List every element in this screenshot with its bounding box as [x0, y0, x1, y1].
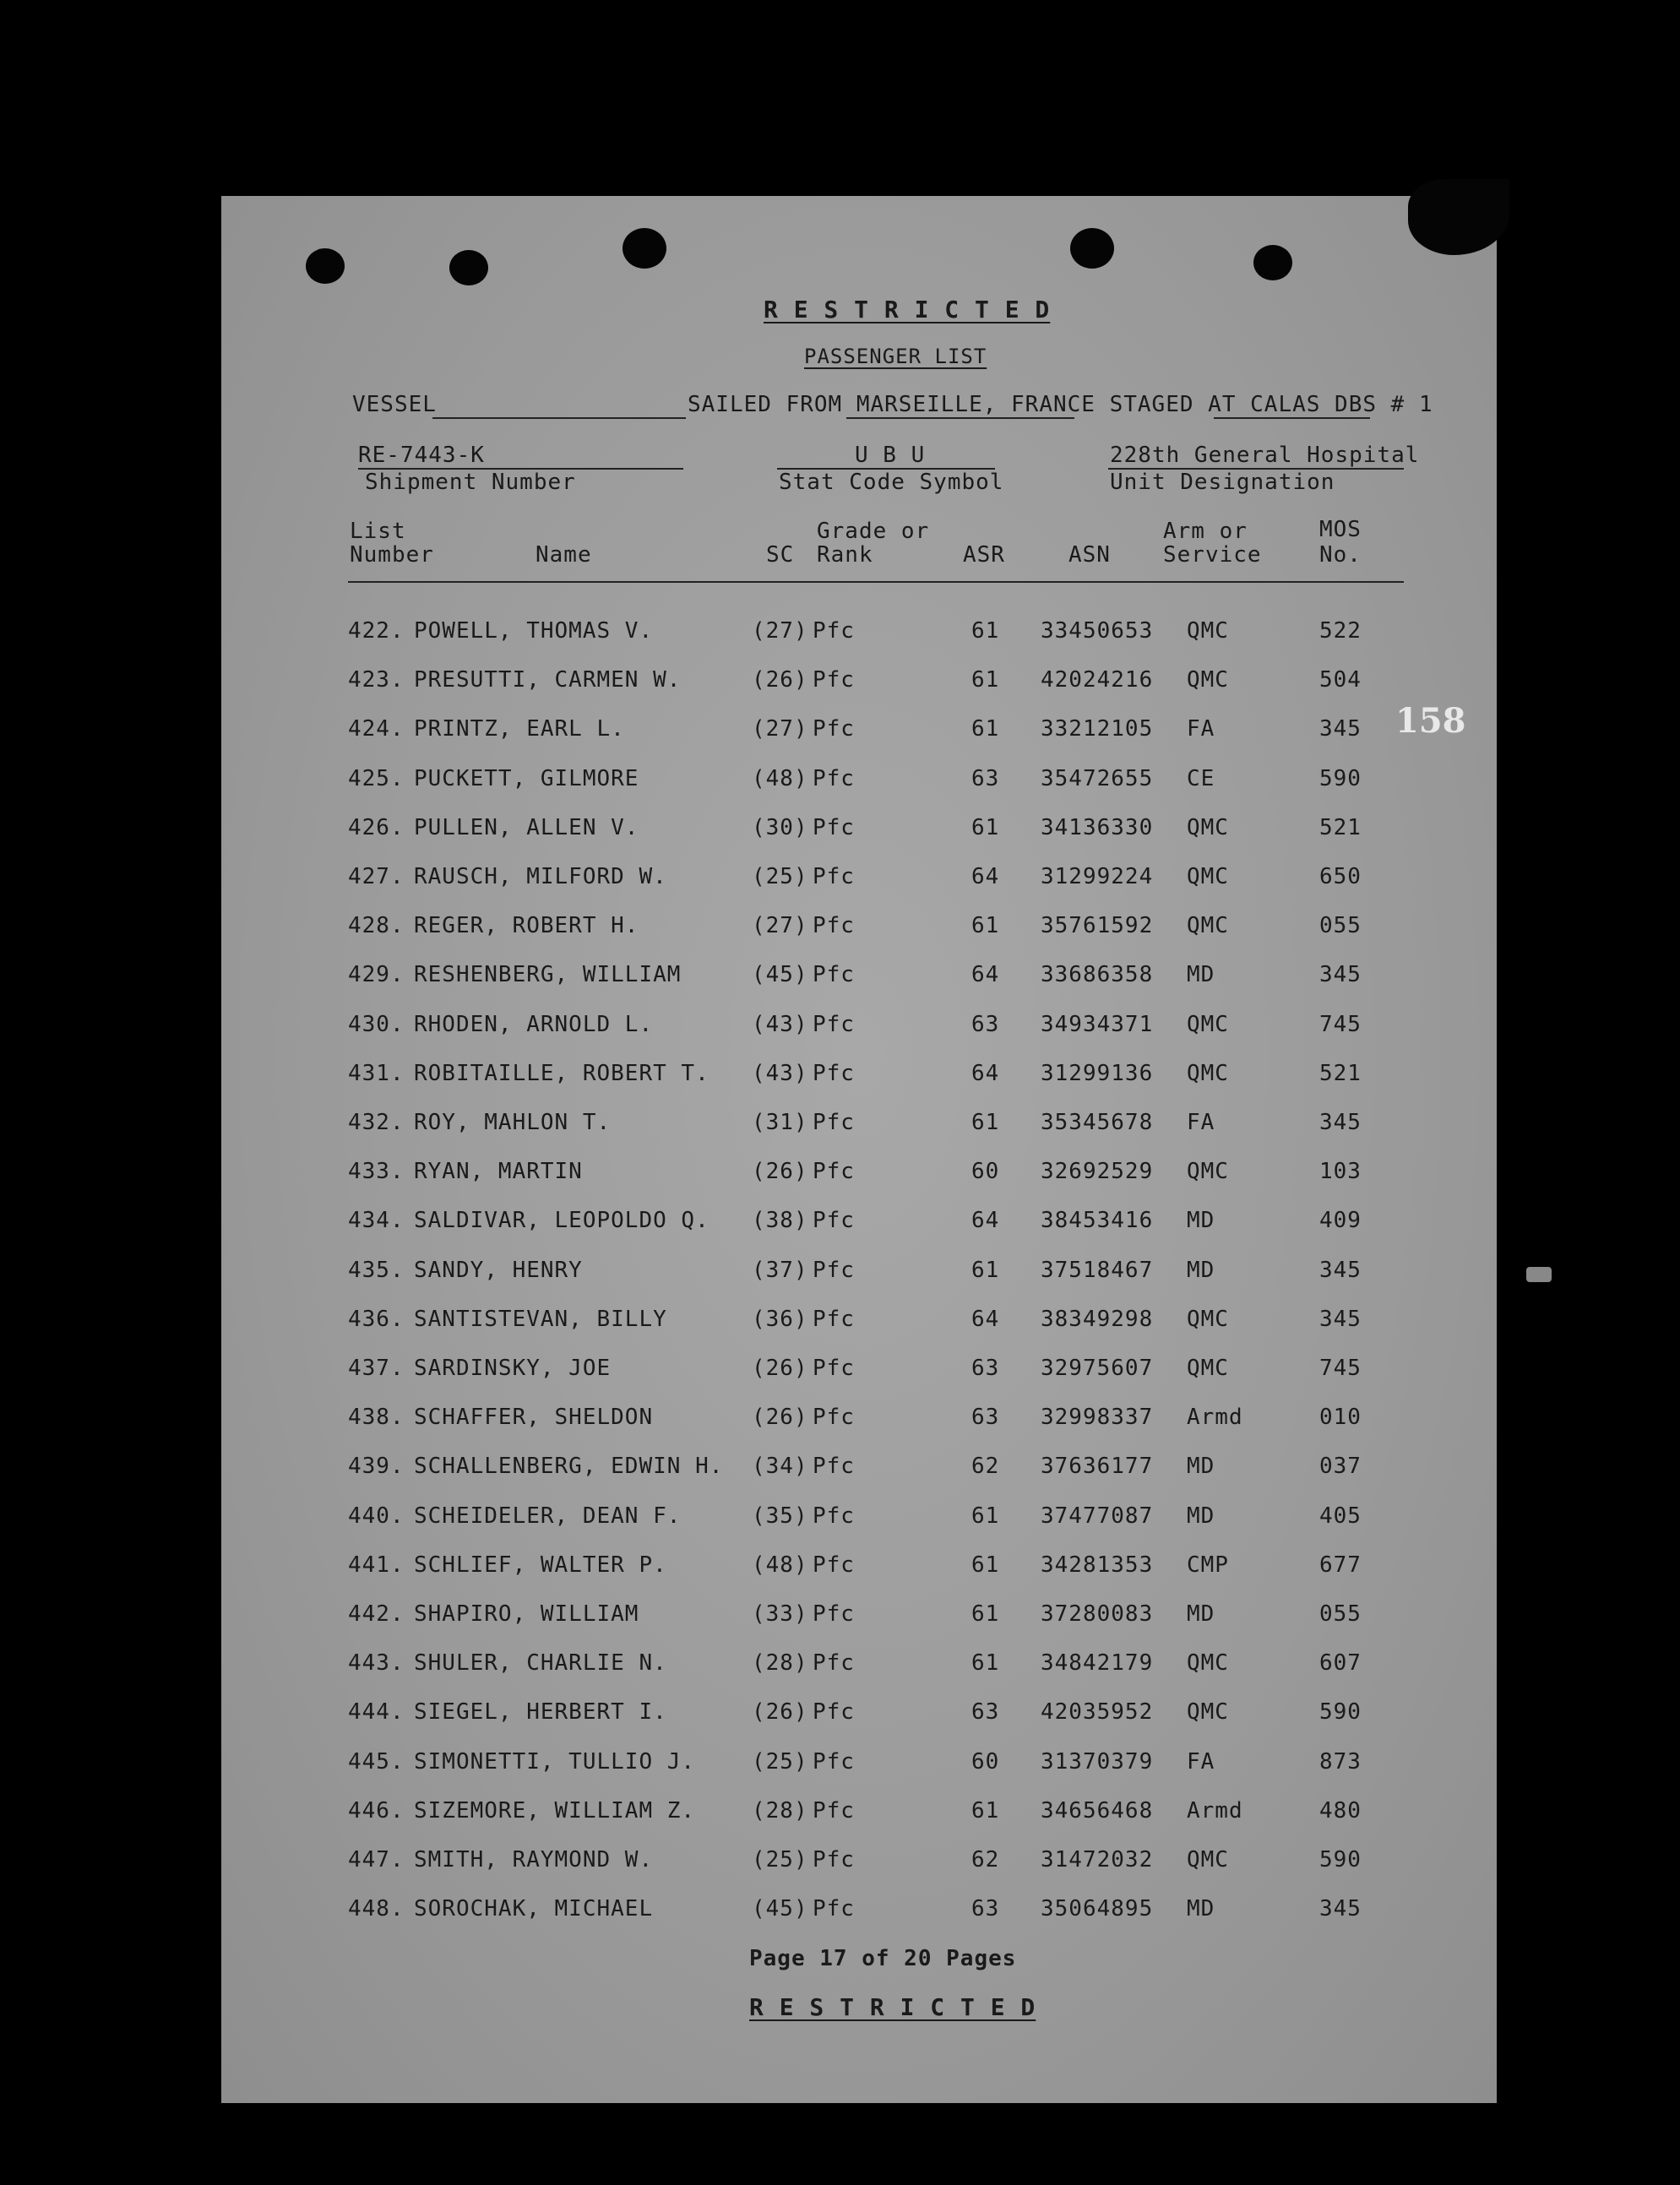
- col-arm-2: Service: [1163, 542, 1262, 568]
- cell-name: SHAPIRO, WILLIAM: [414, 1601, 639, 1627]
- cell-rank: Pfc: [813, 962, 855, 988]
- sailed-underline: [846, 417, 1074, 419]
- side-stamp: 158: [1395, 701, 1466, 741]
- cell-asn: 35761592: [1041, 913, 1154, 939]
- col-mos: MOS: [1319, 517, 1362, 542]
- page-title: PASSENGER LIST: [804, 345, 987, 368]
- cell-asn: 37280083: [1041, 1601, 1154, 1627]
- cell-arm: MD: [1187, 1503, 1215, 1529]
- cell-num: 431.: [348, 1060, 405, 1086]
- cell-rank: Pfc: [813, 1011, 855, 1037]
- cell-mos: 590: [1319, 1699, 1362, 1726]
- cell-asn: 34656468: [1041, 1797, 1154, 1824]
- cell-asr: 61: [971, 1503, 1000, 1529]
- cell-sc: (26): [752, 667, 808, 693]
- cell-arm: QMC: [1187, 1159, 1229, 1185]
- cell-asn: 42024216: [1041, 667, 1154, 693]
- cell-asr: 61: [971, 667, 1000, 693]
- cell-asn: 34136330: [1041, 814, 1154, 840]
- cell-sc: (25): [752, 864, 808, 889]
- cell-rank: Pfc: [813, 1797, 855, 1824]
- cell-mos: 745: [1319, 1356, 1362, 1381]
- cell-num: 441.: [348, 1552, 405, 1578]
- cell-sc: (26): [752, 1159, 808, 1185]
- punch-hole: [623, 228, 666, 269]
- cell-name: SOROCHAK, MICHAEL: [414, 1896, 654, 1922]
- cell-asr: 61: [971, 1601, 1000, 1627]
- cell-mos: 590: [1319, 765, 1362, 791]
- cell-name: SIEGEL, HERBERT I.: [414, 1699, 667, 1726]
- cell-name: RHODEN, ARNOLD L.: [414, 1011, 654, 1037]
- cell-mos: 650: [1319, 864, 1362, 889]
- cell-asr: 64: [971, 1306, 1000, 1332]
- cell-arm: MD: [1187, 1601, 1215, 1627]
- cell-name: SMITH, RAYMOND W.: [414, 1847, 654, 1872]
- cell-asr: 61: [971, 618, 1000, 644]
- cell-arm: QMC: [1187, 1060, 1229, 1086]
- cell-mos: 677: [1319, 1552, 1362, 1578]
- punch-hole: [449, 250, 488, 285]
- cell-name: ROY, MAHLON T.: [414, 1110, 612, 1135]
- cell-mos: 010: [1319, 1405, 1362, 1431]
- cell-name: PUCKETT, GILMORE: [414, 765, 639, 791]
- cell-name: SCHEIDELER, DEAN F.: [414, 1503, 682, 1529]
- cell-asr: 60: [971, 1748, 1000, 1775]
- stat-code-label: Stat Code Symbol: [779, 470, 1004, 495]
- cell-asn: 33450653: [1041, 618, 1154, 644]
- cell-arm: MD: [1187, 962, 1215, 988]
- cell-sc: (25): [752, 1748, 808, 1775]
- cell-asr: 61: [971, 716, 1000, 742]
- cell-sc: (48): [752, 765, 808, 791]
- cell-rank: Pfc: [813, 1896, 855, 1922]
- cell-rank: Pfc: [813, 1847, 855, 1872]
- cell-mos: 345: [1319, 1896, 1362, 1922]
- cell-asr: 61: [971, 814, 1000, 840]
- col-grade: Grade or: [817, 519, 930, 544]
- cell-asr: 64: [971, 864, 1000, 889]
- col-asn: ASN: [1068, 542, 1111, 568]
- cell-sc: (28): [752, 1650, 808, 1677]
- cell-rank: Pfc: [813, 913, 855, 939]
- header-restricted: R E S T R I C T E D: [764, 296, 1051, 323]
- cell-num: 434.: [348, 1208, 405, 1234]
- cell-name: SCHAFFER, SHELDON: [414, 1405, 654, 1431]
- cell-num: 439.: [348, 1454, 405, 1480]
- cell-rank: Pfc: [813, 1503, 855, 1529]
- sailed-from: SAILED FROM MARSEILLE, FRANCE STAGED AT CALAS DBS # 1: [688, 392, 1433, 417]
- cell-mos: 607: [1319, 1650, 1362, 1677]
- cell-rank: Pfc: [813, 1306, 855, 1332]
- shipment-number-label: Shipment Number: [365, 470, 576, 495]
- cell-asr: 63: [971, 1896, 1000, 1922]
- cell-num: 427.: [348, 864, 405, 889]
- cell-mos: 345: [1319, 1257, 1362, 1283]
- cell-asn: 38453416: [1041, 1208, 1154, 1234]
- cell-num: 438.: [348, 1405, 405, 1431]
- cell-rank: Pfc: [813, 1208, 855, 1234]
- cell-num: 446.: [348, 1797, 405, 1824]
- cell-arm: QMC: [1187, 667, 1229, 693]
- cell-rank: Pfc: [813, 765, 855, 791]
- cell-num: 448.: [348, 1896, 405, 1922]
- punch-hole: [306, 248, 345, 284]
- cell-name: ROBITAILLE, ROBERT T.: [414, 1060, 710, 1086]
- col-list-number-2: Number: [350, 542, 434, 568]
- cell-sc: (27): [752, 716, 808, 742]
- cell-asn: 32692529: [1041, 1159, 1154, 1185]
- cell-sc: (26): [752, 1699, 808, 1726]
- cell-arm: QMC: [1187, 864, 1229, 889]
- cell-num: 435.: [348, 1257, 405, 1283]
- punch-hole: [1253, 245, 1292, 280]
- cell-name: SALDIVAR, LEOPOLDO Q.: [414, 1208, 710, 1234]
- cell-mos: 480: [1319, 1797, 1362, 1824]
- cell-asr: 60: [971, 1159, 1000, 1185]
- cell-name: SARDINSKY, JOE: [414, 1356, 612, 1381]
- cell-asn: 35472655: [1041, 765, 1154, 791]
- col-sc: SC: [766, 542, 795, 568]
- col-list-number: List: [350, 519, 406, 544]
- cell-asr: 61: [971, 913, 1000, 939]
- cell-num: 444.: [348, 1699, 405, 1726]
- cell-asn: 37518467: [1041, 1257, 1154, 1283]
- cell-num: 429.: [348, 962, 405, 988]
- cell-asr: 64: [971, 1208, 1000, 1234]
- cell-name: SANTISTEVAN, BILLY: [414, 1306, 667, 1332]
- cell-num: 424.: [348, 716, 405, 742]
- footer-restricted: R E S T R I C T E D: [749, 1993, 1036, 2021]
- cell-arm: QMC: [1187, 1356, 1229, 1381]
- cell-asn: 35345678: [1041, 1110, 1154, 1135]
- cell-arm: QMC: [1187, 1699, 1229, 1726]
- cell-asn: 34842179: [1041, 1650, 1154, 1677]
- cell-mos: 745: [1319, 1011, 1362, 1037]
- vessel-blank-line: [432, 417, 686, 419]
- cell-asr: 63: [971, 1699, 1000, 1726]
- cell-mos: 521: [1319, 1060, 1362, 1086]
- cell-rank: Pfc: [813, 667, 855, 693]
- cell-arm: CMP: [1187, 1552, 1229, 1578]
- vessel-label: VESSEL: [352, 392, 437, 417]
- cell-mos: 409: [1319, 1208, 1362, 1234]
- cell-asn: 33686358: [1041, 962, 1154, 988]
- col-grade-2: Rank: [817, 542, 873, 568]
- cell-rank: Pfc: [813, 1405, 855, 1431]
- cell-name: POWELL, THOMAS V.: [414, 618, 654, 644]
- cell-rank: Pfc: [813, 1060, 855, 1086]
- cell-name: PRESUTTI, CARMEN W.: [414, 667, 682, 693]
- cell-mos: 103: [1319, 1159, 1362, 1185]
- punch-hole: [1070, 228, 1114, 269]
- header-rule: [348, 581, 1404, 583]
- cell-arm: QMC: [1187, 913, 1229, 939]
- cell-arm: MD: [1187, 1454, 1215, 1480]
- cell-sc: (25): [752, 1847, 808, 1872]
- cell-num: 428.: [348, 913, 405, 939]
- cell-mos: 345: [1319, 716, 1362, 742]
- cell-arm: QMC: [1187, 1306, 1229, 1332]
- cell-sc: (43): [752, 1060, 808, 1086]
- cell-num: 437.: [348, 1356, 405, 1381]
- shipment-number: RE-7443-K: [358, 443, 485, 468]
- cell-name: RYAN, MARTIN: [414, 1159, 583, 1185]
- cell-rank: Pfc: [813, 1699, 855, 1726]
- cell-asn: 42035952: [1041, 1699, 1154, 1726]
- cell-asr: 61: [971, 1552, 1000, 1578]
- cell-mos: 345: [1319, 1110, 1362, 1135]
- cell-name: SIZEMORE, WILLIAM Z.: [414, 1797, 696, 1824]
- cell-asr: 62: [971, 1847, 1000, 1872]
- cell-mos: 521: [1319, 814, 1362, 840]
- cell-sc: (27): [752, 618, 808, 644]
- cell-name: SCHALLENBERG, EDWIN H.: [414, 1454, 724, 1480]
- cell-num: 422.: [348, 618, 405, 644]
- cell-arm: MD: [1187, 1257, 1215, 1283]
- cell-asr: 63: [971, 1011, 1000, 1037]
- cell-asn: 34934371: [1041, 1011, 1154, 1037]
- cell-rank: Pfc: [813, 716, 855, 742]
- unit-designation-label: Unit Designation: [1110, 470, 1335, 495]
- cell-asr: 64: [971, 1060, 1000, 1086]
- cell-rank: Pfc: [813, 1601, 855, 1627]
- cell-sc: (31): [752, 1110, 808, 1135]
- cell-arm: Armd: [1187, 1797, 1243, 1824]
- cell-name: SANDY, HENRY: [414, 1257, 583, 1283]
- paper-blemish: [1526, 1267, 1552, 1282]
- cell-sc: (28): [752, 1797, 808, 1824]
- cell-mos: 405: [1319, 1503, 1362, 1529]
- unit-designation: 228th General Hospital: [1110, 443, 1420, 468]
- cell-asr: 61: [971, 1650, 1000, 1677]
- cell-mos: 345: [1319, 1306, 1362, 1332]
- cell-asn: 32975607: [1041, 1356, 1154, 1381]
- cell-arm: Armd: [1187, 1405, 1243, 1431]
- cell-rank: Pfc: [813, 1159, 855, 1185]
- cell-mos: 590: [1319, 1847, 1362, 1872]
- cell-rank: Pfc: [813, 1110, 855, 1135]
- cell-mos: 037: [1319, 1454, 1362, 1480]
- cell-rank: Pfc: [813, 618, 855, 644]
- cell-name: SHULER, CHARLIE N.: [414, 1650, 667, 1677]
- cell-mos: 504: [1319, 667, 1362, 693]
- document-page: [221, 196, 1497, 2103]
- cell-mos: 873: [1319, 1748, 1362, 1775]
- cell-arm: QMC: [1187, 618, 1229, 644]
- cell-sc: (27): [752, 913, 808, 939]
- cell-num: 433.: [348, 1159, 405, 1185]
- cell-arm: FA: [1187, 1748, 1215, 1775]
- cell-asn: 34281353: [1041, 1552, 1154, 1578]
- cell-num: 440.: [348, 1503, 405, 1529]
- cell-asn: 37477087: [1041, 1503, 1154, 1529]
- cell-mos: 345: [1319, 962, 1362, 988]
- staged-underline: [1214, 417, 1370, 419]
- cell-asr: 63: [971, 765, 1000, 791]
- cell-sc: (26): [752, 1405, 808, 1431]
- stat-code: U B U: [855, 443, 926, 468]
- footer-page: Page 17 of 20 Pages: [749, 1946, 1017, 1971]
- cell-asn: 38349298: [1041, 1306, 1154, 1332]
- cell-arm: FA: [1187, 1110, 1215, 1135]
- cell-num: 436.: [348, 1306, 405, 1332]
- cell-rank: Pfc: [813, 1257, 855, 1283]
- cell-asr: 61: [971, 1257, 1000, 1283]
- cell-num: 445.: [348, 1748, 405, 1775]
- cell-asn: 35064895: [1041, 1896, 1154, 1922]
- cell-sc: (43): [752, 1011, 808, 1037]
- cell-num: 430.: [348, 1011, 405, 1037]
- cell-asn: 31472032: [1041, 1847, 1154, 1872]
- col-name: Name: [536, 542, 592, 568]
- cell-sc: (26): [752, 1356, 808, 1381]
- col-asr: ASR: [963, 542, 1005, 568]
- cell-name: REGER, ROBERT H.: [414, 913, 639, 939]
- cell-asn: 32998337: [1041, 1405, 1154, 1431]
- cell-arm: QMC: [1187, 814, 1229, 840]
- cell-asn: 37636177: [1041, 1454, 1154, 1480]
- cell-num: 442.: [348, 1601, 405, 1627]
- cell-sc: (48): [752, 1552, 808, 1578]
- cell-asr: 61: [971, 1110, 1000, 1135]
- cell-num: 426.: [348, 814, 405, 840]
- cell-rank: Pfc: [813, 1356, 855, 1381]
- cell-sc: (30): [752, 814, 808, 840]
- cell-arm: MD: [1187, 1896, 1215, 1922]
- cell-asn: 31370379: [1041, 1748, 1154, 1775]
- cell-rank: Pfc: [813, 864, 855, 889]
- col-mos-2: No.: [1319, 542, 1362, 568]
- cell-arm: MD: [1187, 1208, 1215, 1234]
- cell-name: RAUSCH, MILFORD W.: [414, 864, 667, 889]
- cell-sc: (35): [752, 1503, 808, 1529]
- cell-name: SIMONETTI, TULLIO J.: [414, 1748, 696, 1775]
- cell-mos: 055: [1319, 1601, 1362, 1627]
- cell-asn: 31299136: [1041, 1060, 1154, 1086]
- cell-asr: 62: [971, 1454, 1000, 1480]
- cell-rank: Pfc: [813, 814, 855, 840]
- cell-num: 423.: [348, 667, 405, 693]
- cell-arm: QMC: [1187, 1847, 1229, 1872]
- cell-sc: (34): [752, 1454, 808, 1480]
- cell-asr: 61: [971, 1797, 1000, 1824]
- cell-rank: Pfc: [813, 1748, 855, 1775]
- cell-rank: Pfc: [813, 1454, 855, 1480]
- cell-arm: FA: [1187, 716, 1215, 742]
- cell-asr: 63: [971, 1405, 1000, 1431]
- torn-corner: [1408, 179, 1509, 255]
- cell-num: 425.: [348, 765, 405, 791]
- cell-name: PULLEN, ALLEN V.: [414, 814, 639, 840]
- cell-name: RESHENBERG, WILLIAM: [414, 962, 682, 988]
- cell-sc: (37): [752, 1257, 808, 1283]
- cell-mos: 055: [1319, 913, 1362, 939]
- cell-name: SCHLIEF, WALTER P.: [414, 1552, 667, 1578]
- cell-asr: 63: [971, 1356, 1000, 1381]
- cell-sc: (36): [752, 1306, 808, 1332]
- cell-arm: QMC: [1187, 1650, 1229, 1677]
- cell-asn: 31299224: [1041, 864, 1154, 889]
- cell-sc: (38): [752, 1208, 808, 1234]
- cell-mos: 522: [1319, 618, 1362, 644]
- cell-sc: (45): [752, 962, 808, 988]
- cell-sc: (33): [752, 1601, 808, 1627]
- cell-name: PRINTZ, EARL L.: [414, 716, 625, 742]
- cell-num: 432.: [348, 1110, 405, 1135]
- cell-num: 443.: [348, 1650, 405, 1677]
- col-arm: Arm or: [1163, 519, 1248, 544]
- cell-asr: 64: [971, 962, 1000, 988]
- cell-sc: (45): [752, 1896, 808, 1922]
- cell-asn: 33212105: [1041, 716, 1154, 742]
- cell-num: 447.: [348, 1847, 405, 1872]
- cell-rank: Pfc: [813, 1552, 855, 1578]
- cell-arm: CE: [1187, 765, 1215, 791]
- cell-rank: Pfc: [813, 1650, 855, 1677]
- cell-arm: QMC: [1187, 1011, 1229, 1037]
